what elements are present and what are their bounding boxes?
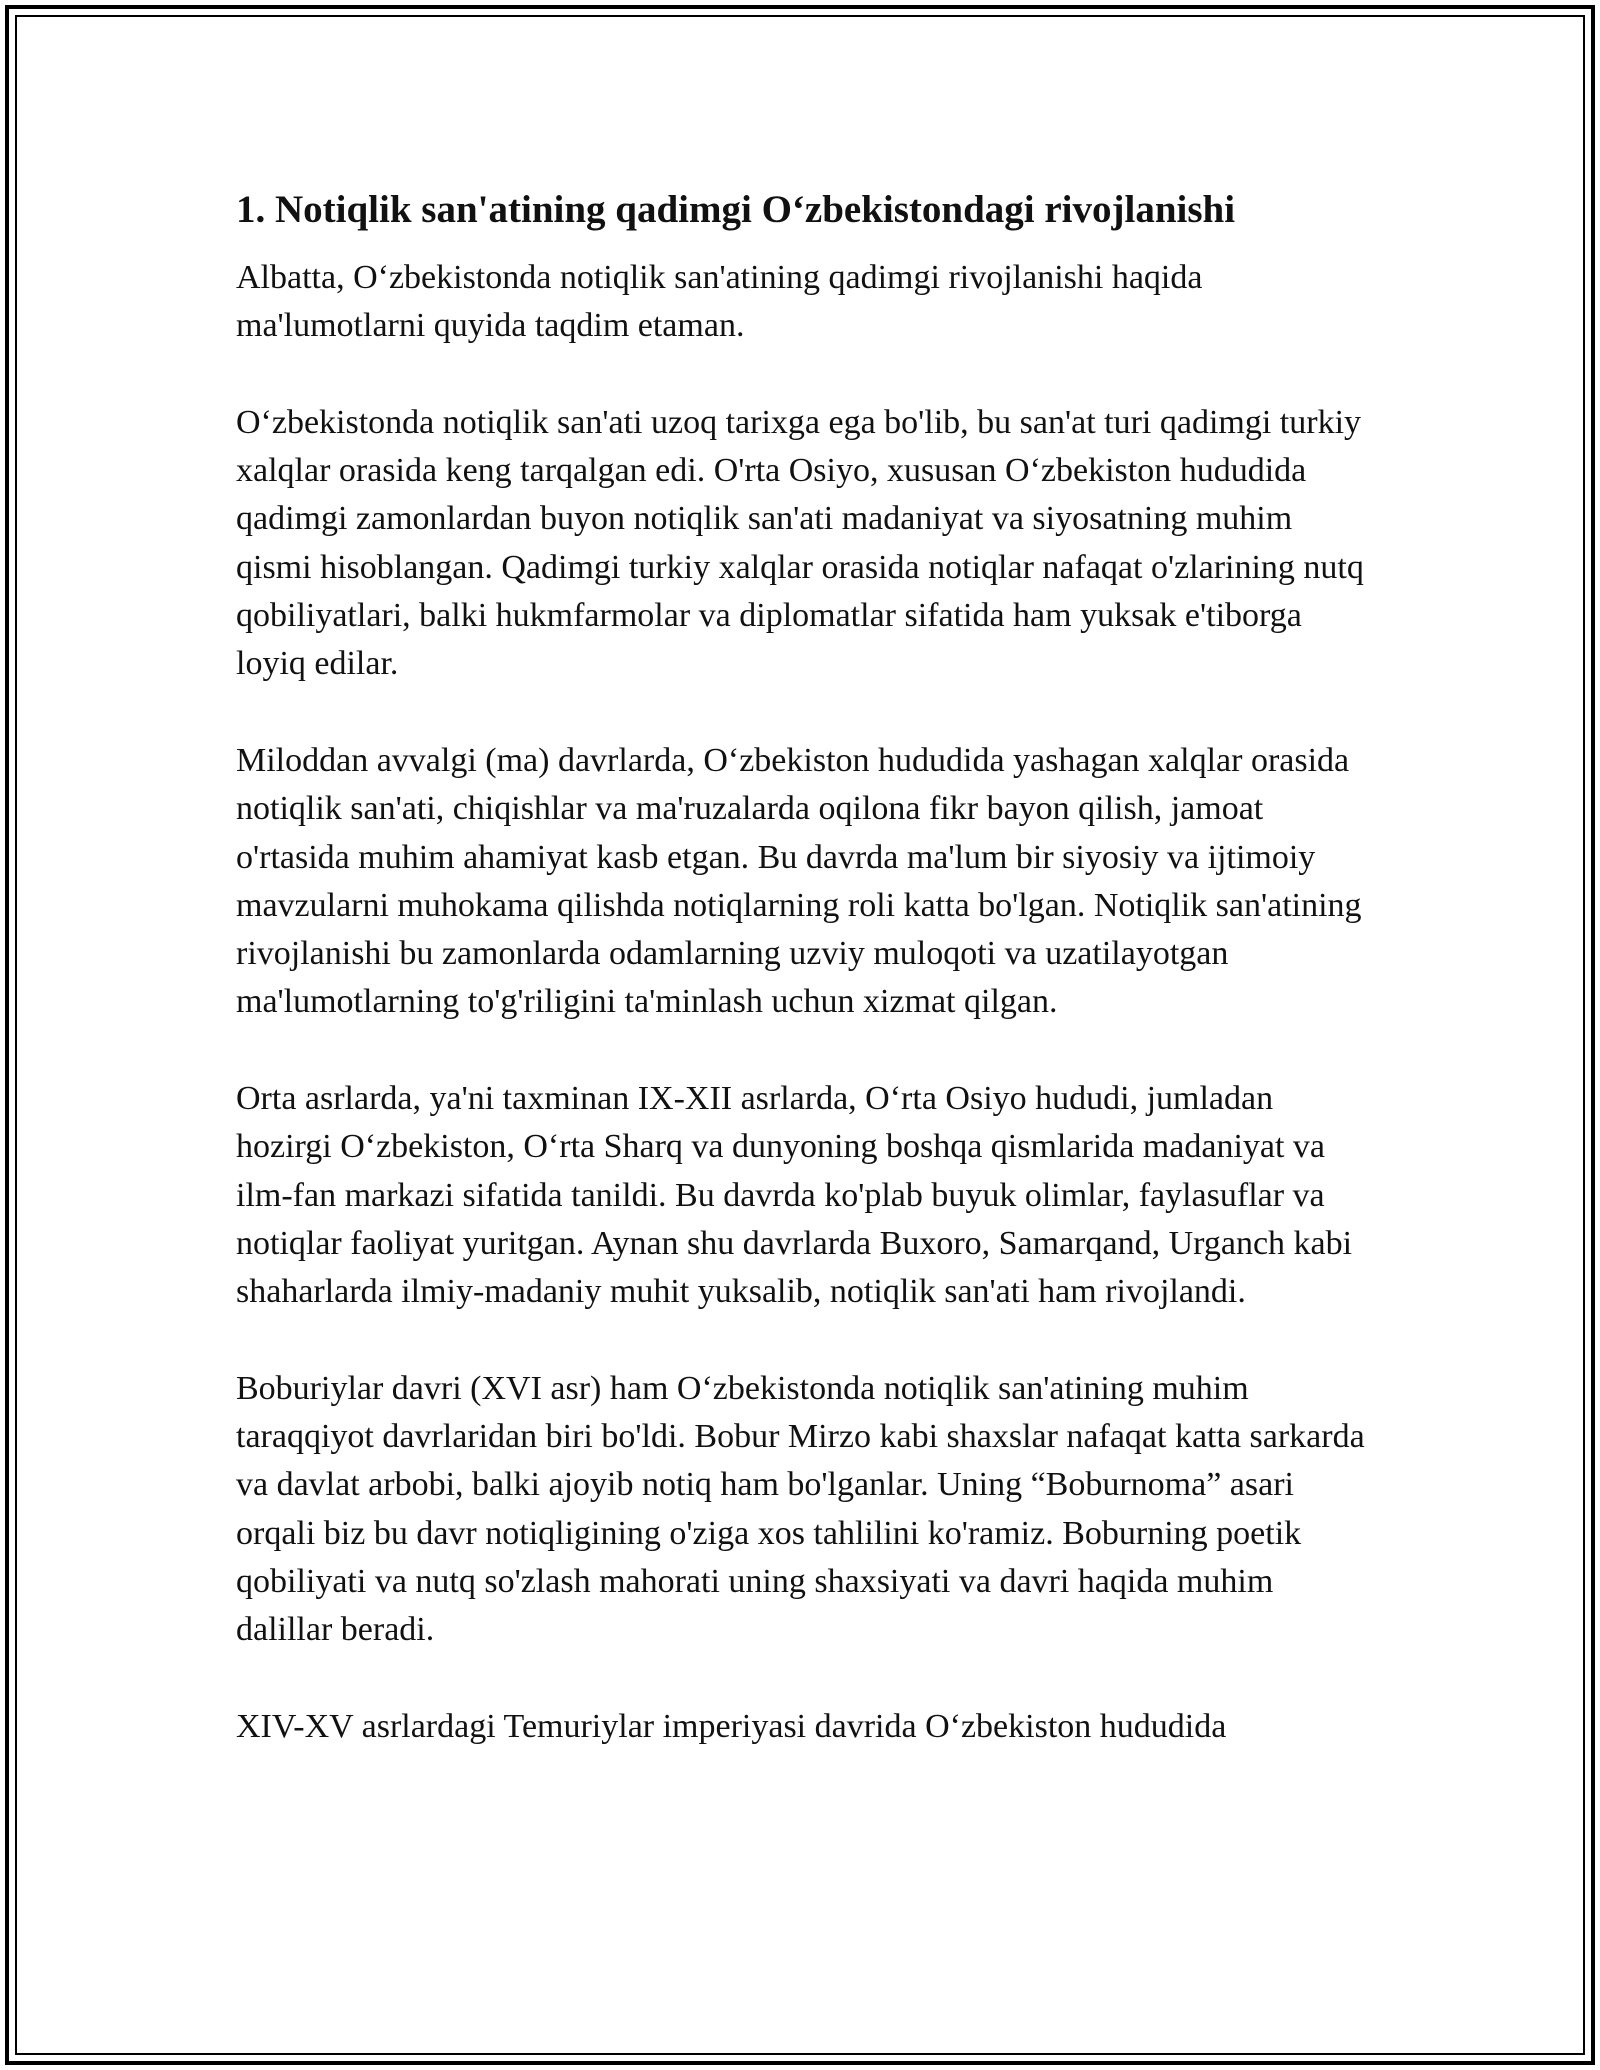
document-body bbox=[236, 186, 1376, 1800]
paragraph-ancient-era: Miloddan avvalgi (ma) davrlarda, O‘zbekiston hududida yashagan xalqlar orasida notiqlik san'ati, chiqishlar va ma'ruzalarda oqilona fikr bayon qilish, jamoat o'rtasida muhim ahamiyat kasb etgan. Bu davrda ma'lum bir siyosiy va ijtimoiy mavzularni muhokama qilishda notiqlarning roli katta bo'lgan. Notiqlik san'atining rivojlanishi bu zamonlarda odamlarning uzviy muloqoti va uzatilayotgan ma'lumotlarning to'g'riligini ta'minlash uchun xizmat qilgan. bbox=[236, 741, 1362, 1021]
paragraph-intro: Albatta, O‘zbekistonda notiqlik san'atining qadimgi rivojlanishi haqida ma'lumotlarni quyida taqdim etaman. bbox=[236, 259, 1203, 345]
paragraph-timurid-era: XIV-XV asrlardagi Temuriylar imperiyasi davrida O‘zbekiston hududida bbox=[236, 1707, 1227, 1745]
paragraph-history: O‘zbekistonda notiqlik san'ati uzoq tarixga ega bo'lib, bu san'at turi qadimgi turkiy xalqlar orasida keng tarqalgan edi. O'rta Osiyo, xususan O‘zbekiston hududida qadimgi zamonlardan buyon notiqlik san'ati madaniyat va siyosatning muhim qismi hisoblangan. Qadimgi turkiy xalqlar orasida notiqlar nafaqat o'zlarining nutq qobiliyatlari, balki hukmfarmolar va diplomatlar sifatida ham yuksak e'tiborga loyiq edilar. bbox=[236, 403, 1364, 683]
section-heading: 1. Notiqlik san'atining qadimgi O‘zbekistondagi rivojlanishi bbox=[236, 188, 1236, 231]
paragraph-middle-ages: Orta asrlarda, ya'ni taxminan IX-XII asrlarda, O‘rta Osiyo hududi, jumladan hozirgi O‘zbekiston, O‘rta Sharq va dunyoning boshqa qismlarida madaniyat va ilm-fan markazi sifatida tanildi. Bu davrda ko'plab buyuk olimlar, faylasuflar va notiqlar faoliyat yuritgan. Aynan shu davrlarda Buxoro, Samarqand, Urganch kabi shaharlarda ilmiy-madaniy muhit yuksalib, notiqlik san'ati ham rivojlandi. bbox=[236, 1080, 1353, 1311]
paragraph-baburid-era: Boburiylar davri (XVI asr) ham O‘zbekistonda notiqlik san'atining muhim taraqqiyot davrlaridan biri bo'ldi. Bobur Mirzo kabi shaxslar nafaqat katta sarkarda va davlat arbobi, balki ajoyib notiq ham bo'lganlar. Uning “Boburnoma” asari orqali biz bu davr notiqligining o'ziga xos tahlilini ko'ramiz. Boburning poetik qobiliyati va nutq so'zlash mahorati uning shaxsiyati va davri haqida muhim dalillar beradi. bbox=[236, 1369, 1365, 1649]
